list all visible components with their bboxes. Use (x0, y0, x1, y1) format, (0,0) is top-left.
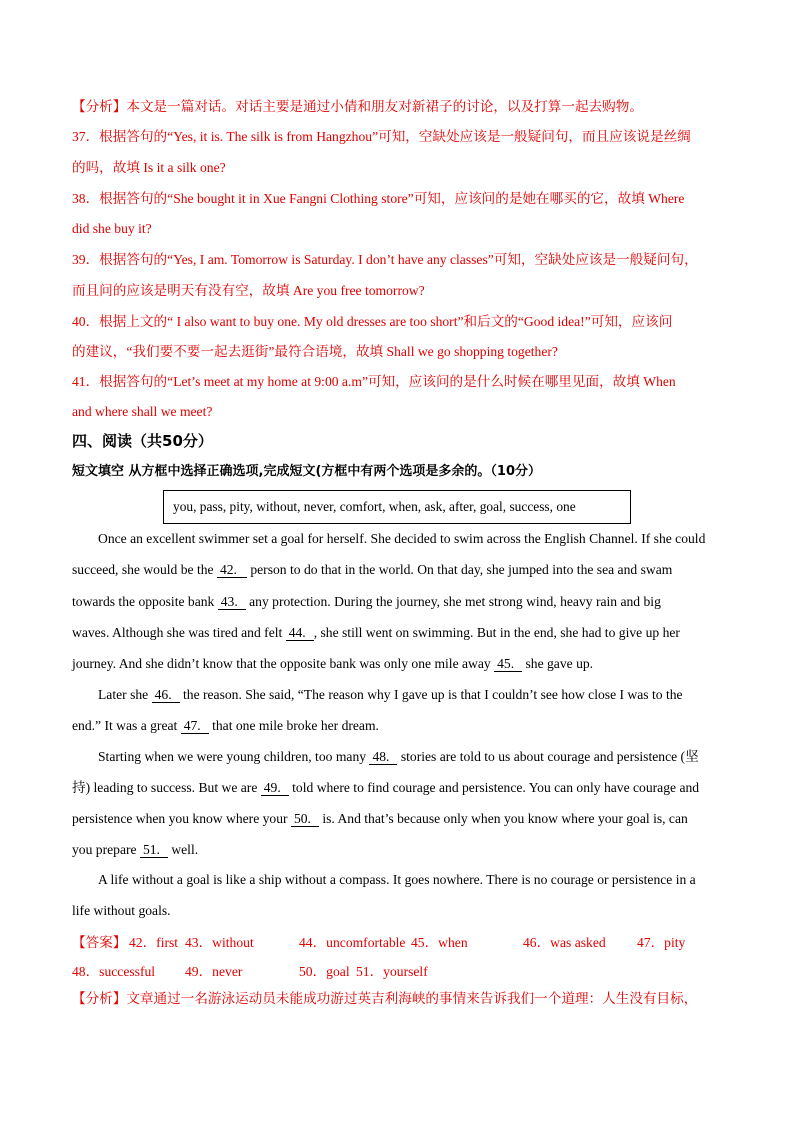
passage-text: that one mile broke her dream. (208, 718, 379, 733)
passage-text: towards the opposite bank (72, 594, 218, 609)
answer-42: 42．first (129, 935, 179, 950)
passage-line (98, 686, 683, 704)
analysis-39-line1: 39．根据答句的“Yes, I am. Tomorrow is Saturday. I don’t have any classes”可知，空缺处应该是一般疑问句， (72, 252, 698, 267)
blank-46[interactable]: 46. (152, 687, 180, 703)
blank-50[interactable]: 50. (291, 811, 319, 827)
passage-text: told where to find courage and persistence. You can only have courage and (288, 780, 700, 795)
passage-text: persistence when you know where your (72, 811, 291, 826)
analysis-intro: 【分析】本文是一篇对话。对话主要是通过小倩和朋友对新裙子的讨论，以及打算一起去购物。 (72, 99, 643, 114)
answer-44: 44．uncomfortable (299, 935, 406, 950)
passage-line (72, 810, 688, 828)
passage-text: , she still went on swimming. But in the end, she had to give up her (313, 625, 680, 640)
passage-line (72, 593, 661, 611)
passage-line: A life without a goal is like a ship without a compass. It goes nowhere. There is no courage or persistence in a (98, 872, 696, 887)
analysis-41-line1: 41．根据答句的“Let’s meet at my home at 9:00 a.m”可知，应该问的是什么时候在哪里见面，故填 When (72, 374, 676, 389)
passage-text: Starting when we were young children, too many (98, 749, 370, 764)
passage-text: person to do that in the world. On that day, she jumped into the sea and swam (246, 562, 673, 577)
passage-line: life without goals. (72, 903, 171, 918)
passage-line (72, 561, 672, 579)
blank-42[interactable]: 42. (217, 562, 247, 578)
word-box: you, pass, pity, without, never, comfort, when, ask, after, goal, success, one (163, 490, 631, 524)
analysis-38-line2: did she buy it? (72, 221, 152, 236)
passage-text: waves. Although she was tired and felt (72, 625, 286, 640)
analysis-38-line1: 38．根据答句的“She bought it in Xue Fangni Clothing store”可知，应该问的是她在哪买的它，故填 Where (72, 191, 685, 206)
passage-text: well. (167, 842, 199, 857)
section-title: 四、阅读（共50分） (72, 432, 213, 450)
passage-text: journey. And she didn’t know that the opposite bank was only one mile away (72, 656, 495, 671)
passage-line (72, 779, 699, 797)
analysis-40-line1: 40．根据上文的“ I also want to buy one. My old dresses are too short”和后文的“Good idea!”可知，应该问 (72, 314, 673, 329)
passage-text: stories are told to us about courage and persistence (坚 (397, 749, 699, 764)
passage-text: she gave up. (522, 656, 594, 671)
section-instruction: 短文填空 从方框中选择正确选项,完成短文(方框中有两个选项是多余的。（10分） (72, 464, 541, 479)
passage-text: 持) leading to success. But we are (72, 780, 261, 795)
passage-text: succeed, she would be the (72, 562, 217, 577)
passage-text: the reason. She said, “The reason why I gave up is that I couldn’t see how close I was to the (179, 687, 683, 702)
analysis-37-line1: 37．根据答句的“Yes, it is. The silk is from Hangzhou”可知，空缺处应该是一般疑问句，而且应该说是丝绸 (72, 129, 691, 144)
answer-50: 50．goal (299, 964, 350, 979)
answer-49: 49．never (185, 964, 243, 979)
analysis-40-line2: 的建议，“我们要不要一起去逛街”最符合语境，故填 Shall we go shopping together? (72, 344, 558, 359)
passage-line (72, 841, 198, 859)
passage-line (72, 655, 593, 673)
passage-text: you prepare (72, 842, 140, 857)
blank-49[interactable]: 49. (261, 780, 289, 796)
answer-47: 47．pity (637, 935, 686, 950)
blank-48[interactable]: 48. (369, 749, 397, 765)
analysis-41-line2: and where shall we meet? (72, 404, 213, 419)
analysis-37-line2: 的吗，故填 Is it a silk one? (72, 160, 226, 175)
answer-48: 48．successful (72, 964, 156, 979)
passage-text: end.” It was a great (72, 718, 181, 733)
blank-45[interactable]: 45. (494, 656, 522, 672)
passage-line (72, 624, 680, 642)
blank-44[interactable]: 44. (286, 625, 314, 641)
passage-text: is. And that’s because only when you know where your goal is, can (318, 811, 688, 826)
passage-line (98, 530, 705, 548)
answer-45: 45．when (411, 935, 468, 950)
answer-43: 43．without (185, 935, 254, 950)
passage-line (72, 717, 379, 735)
blank-47[interactable]: 47. (181, 718, 209, 734)
passage-line (98, 748, 699, 766)
passage-text: any protection. During the journey, she met strong wind, heavy rain and big (245, 594, 661, 609)
passage-text: Once an excellent swimmer set a goal for herself. She decided to swim across the English Channel. If she could (98, 531, 706, 546)
answers-label: 【答案】 (72, 935, 127, 950)
blank-51[interactable]: 51. (140, 842, 168, 858)
passage-text: Later she (98, 687, 152, 702)
answer-46: 46．was asked (523, 935, 606, 950)
answer-51: 51．yourself (356, 964, 428, 979)
analysis-passage: 【分析】文章通过一名游泳运动员未能成功游过英吉利海峡的事情来告诉我们一个道理：人生没有目标， (72, 991, 698, 1006)
analysis-39-line2: 而且问的应该是明天有没有空，故填 Are you free tomorrow? (72, 283, 425, 298)
blank-43[interactable]: 43. (218, 594, 246, 610)
